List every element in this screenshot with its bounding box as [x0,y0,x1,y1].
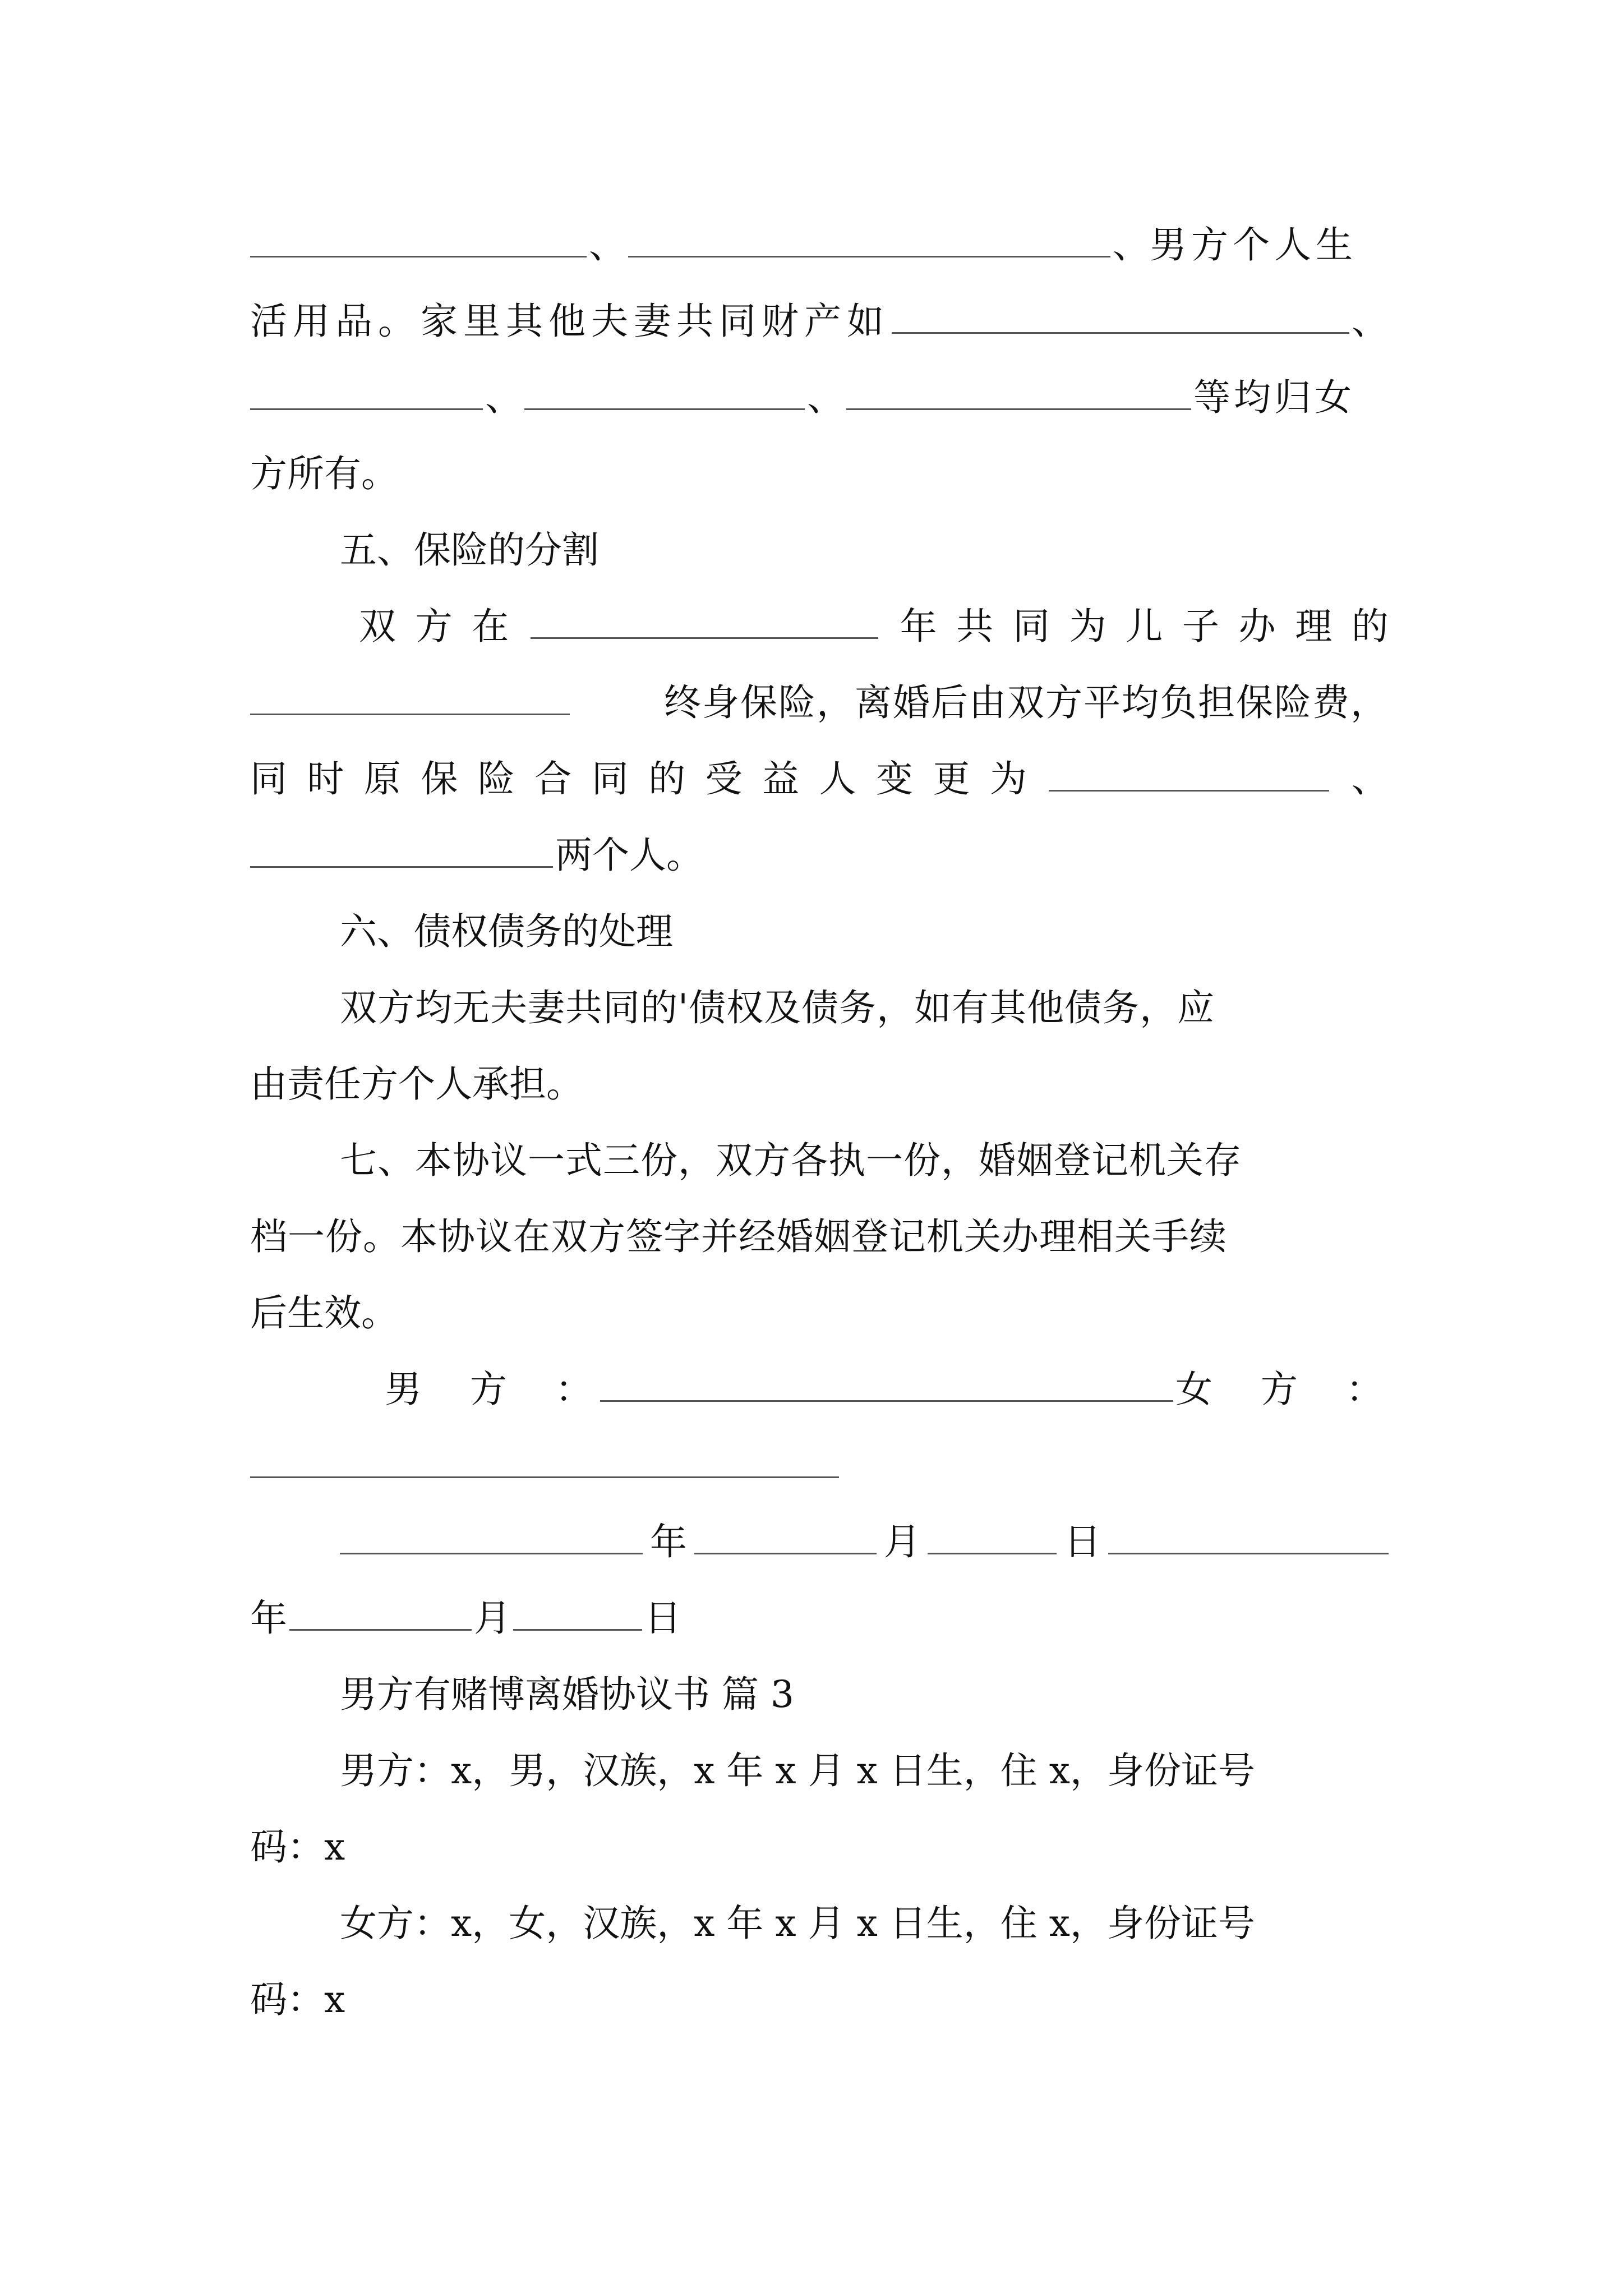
signature-line [385,1361,1389,1418]
section6-line-1: 双方均无夫妻共同的'债权及债务，如有其他债务，应 [340,986,1215,1029]
char: 时 [307,757,344,800]
section4-line-2 [250,293,1389,349]
year-label: 年 [250,1596,287,1640]
section6-line-2: 由责任方个人承担。 [250,1062,583,1106]
char: 同 [1012,605,1050,648]
char: 原 [363,757,401,800]
section5-heading: 五、保险的分割 [340,528,599,572]
blank-field[interactable] [524,374,805,410]
blank-field[interactable] [892,297,1349,334]
year-field[interactable] [1108,1518,1389,1554]
date-line-1 [340,1514,1389,1570]
separator: 、 [485,376,522,419]
char: 变 [875,757,913,800]
blank-field[interactable] [250,679,570,715]
year-field[interactable] [340,1518,643,1554]
female-signature-label: 女 方 ： [1175,1368,1389,1411]
blank-field[interactable] [250,374,483,410]
text-segment: 等均归女 [1193,376,1355,419]
month-label: 月 [883,1520,921,1563]
char: 的 [648,757,686,800]
char: 共 [956,605,994,648]
day-label: 日 [1064,1520,1101,1563]
separator: 、 [807,376,844,419]
char: 为 [989,757,1027,800]
char: 同 [250,757,287,800]
separator: 、 [1351,757,1389,800]
char: 方 [415,605,453,648]
char: 更 [933,757,970,800]
female-info-line-2: 码：x [250,1978,345,2021]
day-label: 日 [644,1596,681,1640]
char: 在 [472,605,509,648]
separator: 、 [1113,223,1150,266]
male-signature-label: 男 方 ： [385,1368,598,1411]
text-segment: 终身保险，离婚后由双方平均负担保险费， [664,681,1389,724]
char: 合 [534,757,572,800]
blank-field[interactable] [846,374,1191,410]
year-label: 年 [649,1520,687,1563]
section5-line-3 [250,751,1389,807]
text-segment: 男方个人生 [1150,223,1357,266]
female-signature-row [250,1438,1389,1494]
char: 人 [819,757,856,800]
female-info-line-1: 女方：x，女，汉族，x 年 x 月 x 日生，住 x，身份证号 [340,1902,1255,1945]
text-segment: 活用品。家里其他夫妻共同财产如 [250,300,889,343]
char: 办 [1238,605,1276,648]
char: 儿 [1126,605,1163,648]
female-signature-field[interactable] [250,1442,839,1478]
char: 受 [705,757,743,800]
month-field[interactable] [289,1594,472,1631]
blank-field[interactable] [628,221,1110,257]
section7-line-2: 档一份。本协议在双方签字并经婚姻登记机关办理相关手续 [250,1215,1227,1258]
date-line-2 [250,1590,1389,1646]
char: 险 [477,757,515,800]
section7-line-1: 七、本协议一式三份，双方各执一份，婚姻登记机关存 [340,1139,1242,1182]
char: 双 [359,605,396,648]
section4-line-4: 方所有。 [250,452,398,495]
male-info-line-2: 码：x [250,1825,345,1869]
day-field[interactable] [928,1518,1057,1554]
section5-line-4 [250,827,1389,884]
document-title: 男方有赌博离婚协议书 篇 3 [340,1673,794,1716]
char: 理 [1295,605,1332,648]
char: 同 [591,757,629,800]
char: 年 [900,605,937,648]
day-field[interactable] [513,1594,642,1631]
char: 子 [1182,605,1219,648]
blank-field[interactable] [250,831,553,868]
male-info-line-1: 男方：x，男，汉族，x 年 x 月 x 日生，住 x，身份证号 [340,1749,1255,1792]
blank-field[interactable] [1049,755,1329,792]
month-label: 月 [474,1596,511,1640]
section5-line-1 [359,599,1389,655]
section4-line-3 [250,370,1389,426]
char: 为 [1069,605,1106,648]
section7-line-3: 后生效。 [250,1291,398,1335]
section5-line-2 [250,675,1389,731]
char: 的 [1351,605,1389,648]
separator: 、 [1352,300,1389,343]
blank-field[interactable] [250,221,587,257]
char: 保 [421,757,458,800]
blank-field[interactable] [531,602,878,639]
male-signature-field[interactable] [600,1365,1173,1402]
text-segment: 两个人。 [555,834,703,877]
separator: 、 [589,223,626,266]
section4-line-1 [250,217,1389,273]
section6-heading: 六、债权债务的处理 [340,910,673,953]
char: 益 [762,757,800,800]
month-field[interactable] [694,1518,877,1554]
